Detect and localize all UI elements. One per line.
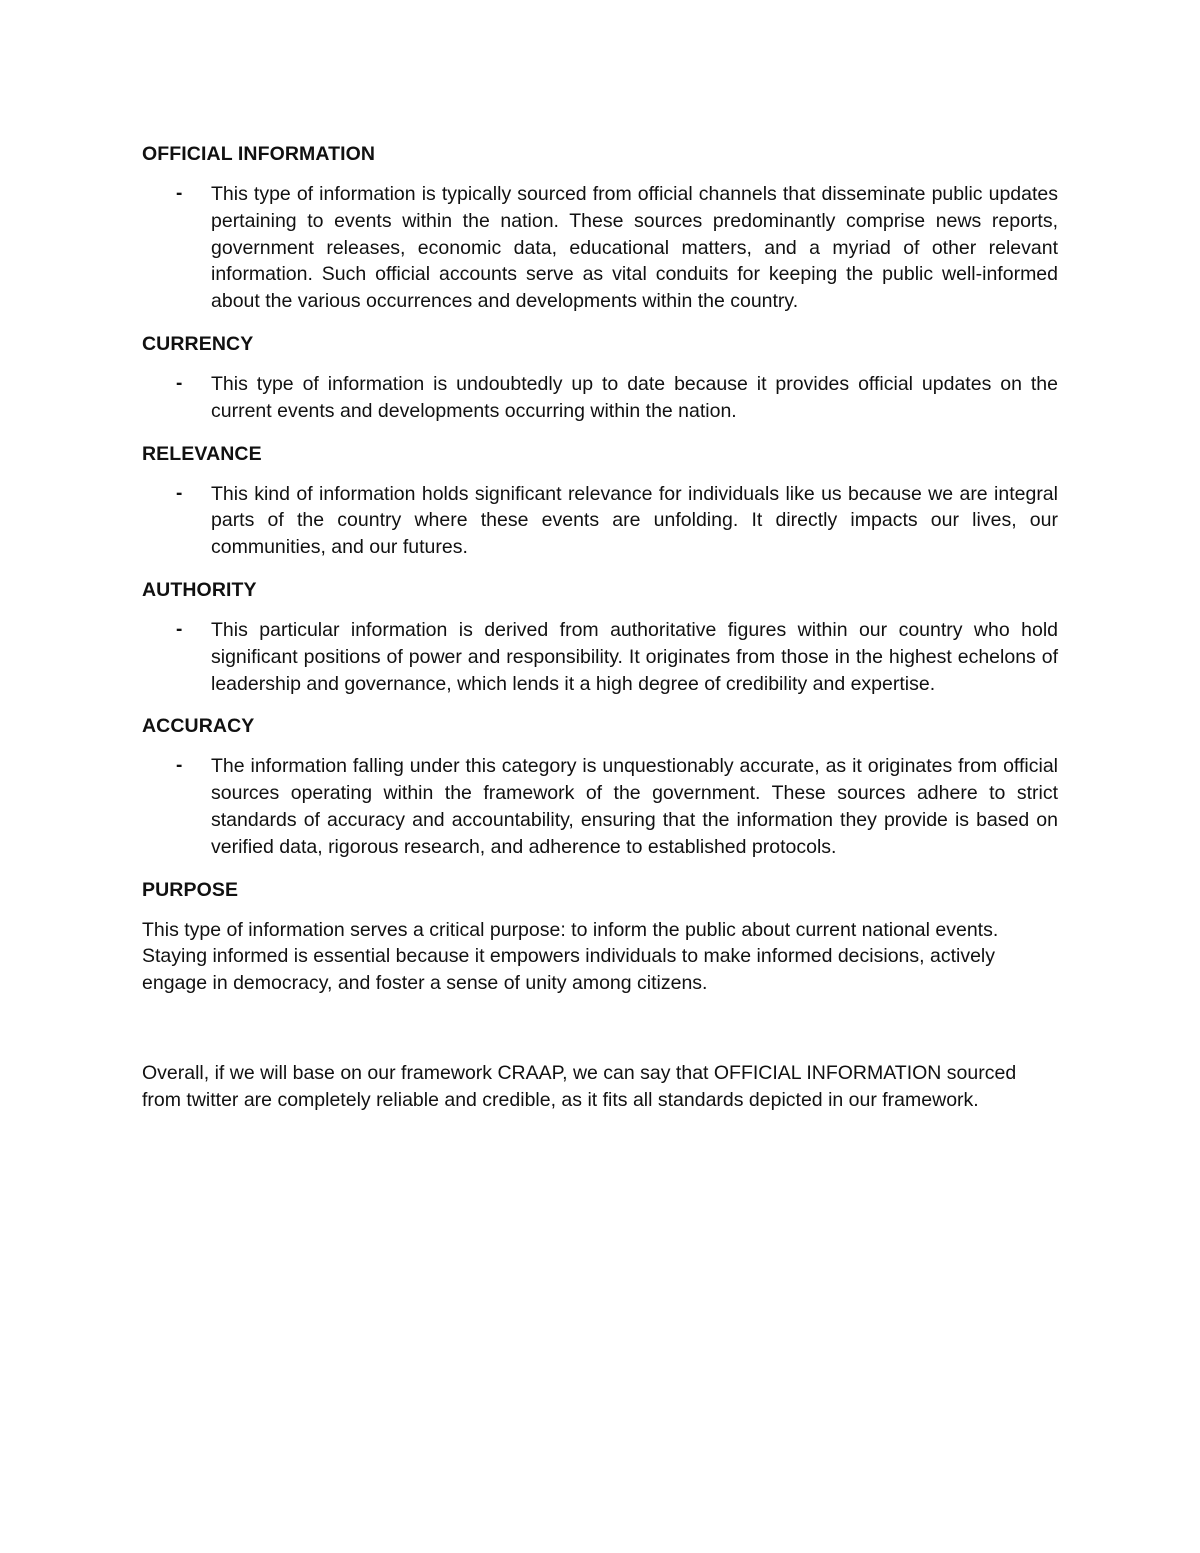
section-official-information: [142, 141, 1058, 315]
section-heading: CURRENCY: [142, 332, 254, 355]
bullet-text: This particular information is derived from authoritative figures within our country who hold significant positions of power and responsibility. It originates from those in the highest echelons of leadership and governance, which lends it a high degree of credibility and expertise.: [211, 618, 1058, 695]
dash-bullet-icon: -: [176, 183, 183, 204]
bullet-item: [142, 481, 1058, 561]
bullet-text: This kind of information holds significant relevance for individuals like us because we are integral parts of the country where these events are unfolding. It directly impacts our lives, our communities, and our futures.: [211, 482, 1058, 559]
bullet-text: This type of information is undoubtedly up to date because it provides official updates on the current events and developments occurring within the nation.: [211, 372, 1058, 422]
dash-bullet-icon: -: [176, 482, 183, 504]
section-currency: [142, 331, 1058, 425]
bullet-item: [142, 753, 1058, 860]
section-heading: ACCURACY: [142, 715, 255, 738]
purpose-paragraph: This type of information serves a critical purpose: to inform the public about current national events. Staying informed is essential because it empowers individuals to make informed decisions, actively engage in democracy, and foster a sense of unity among citizens.: [142, 918, 999, 995]
conclusion-paragraph: Overall, if we will base on our framework CRAAP, we can say that OFFICIAL INFORMATION sourced from twitter are completely reliable and credible, as it fits all standards depicted in our framework.: [142, 1061, 1017, 1111]
bullet-text: The information falling under this category is unquestionably accurate, as it originates from official sources operating within the framework of the government. These sources adhere to strict standards of accuracy and accountability, ensuring that the information they provide is based on verified data, rigorous research, and adherence to established protocols.: [211, 755, 1058, 858]
document-page: [142, 141, 1058, 1114]
section-heading: OFFICIAL INFORMATION: [142, 143, 376, 165]
section-purpose: [142, 877, 1058, 997]
bullet-item: [142, 617, 1058, 697]
dash-bullet-icon: -: [176, 372, 183, 394]
bullet-text: This type of information is typically sourced from official channels that disseminate public updates pertaining to events within the nation. These sources predominantly comprise news reports, government releases, economic data, educational matters, and a myriad of other relevant information. Such official accounts serve as vital conduits for keeping the public well-informed about the various occurrences and developments within the country.: [211, 183, 1058, 313]
section-heading: RELEVANCE: [142, 442, 262, 465]
dash-bullet-icon: -: [176, 755, 183, 777]
dash-bullet-icon: -: [176, 618, 183, 640]
blank-space: [142, 997, 1058, 1060]
section-heading: PURPOSE: [142, 878, 239, 901]
section-authority: [142, 577, 1058, 697]
section-relevance: [142, 441, 1058, 561]
section-accuracy: [142, 713, 1058, 860]
bullet-item: [142, 371, 1058, 425]
bullet-item: [142, 181, 1058, 315]
section-heading: AUTHORITY: [142, 578, 257, 601]
